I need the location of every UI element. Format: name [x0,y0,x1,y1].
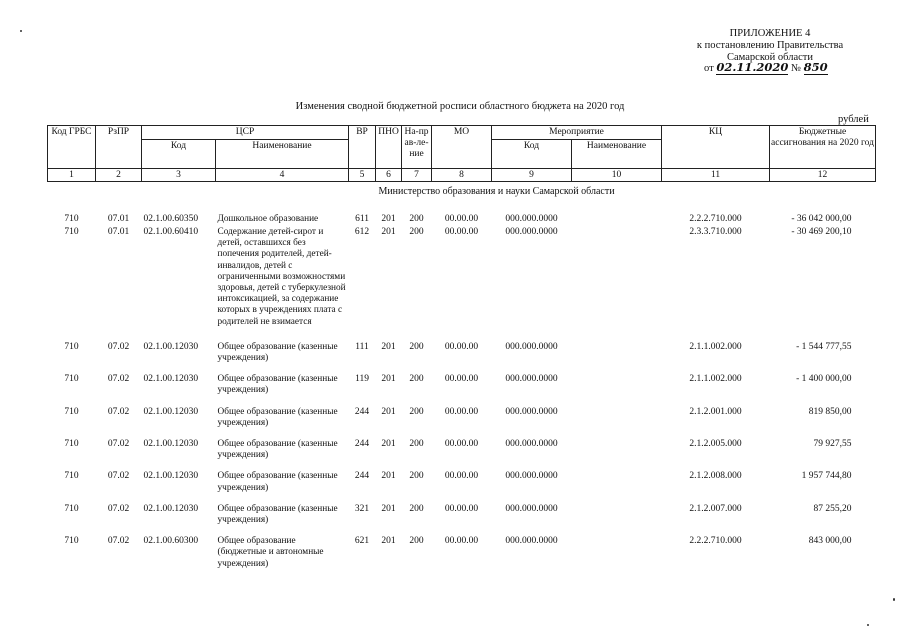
cell-event-name [572,366,662,398]
cell-pno: 201 [381,536,396,547]
cell-event-name [572,431,662,463]
cell-kod-grbs: 710 [64,439,79,450]
cell-vr: 321 [354,503,370,514]
cell-csr-kod: 02.1.00.12030 [143,406,199,417]
header-budget: Бюджетные ассигнования на 2020 год [770,126,876,169]
header-rzpr: РзПР [96,126,142,169]
cell-kc: 2.1.1.002.000 [689,374,742,385]
table-row [48,399,876,431]
table-row [48,366,876,398]
cell-amount: 843 000,00 [808,536,852,547]
cell-napravlenie: 200 [409,227,424,237]
cell-csr-name: Общее образование (казенные учреждения) [217,503,338,526]
cell-vr: 621 [354,536,370,547]
cell-amount: - 1 400 000,00 [796,374,852,385]
col-number: 4 [216,169,349,182]
cell-napravlenie: 200 [409,471,424,482]
cell-rzpr: 07.02 [107,341,130,352]
table-row [48,227,876,334]
table-row [48,496,876,528]
header-csr-kod: Код [142,140,216,169]
cell-napravlenie: 200 [409,503,424,514]
header-napravlenie: На-прав-ле-ние [402,126,432,169]
cell-pno: 201 [381,374,396,385]
cell-kod-grbs: 710 [64,374,79,385]
cell-event-name [572,528,662,572]
appendix-header [650,28,890,64]
cell-csr-name: Дошкольное образование [217,213,319,224]
col-number: 2 [96,169,142,182]
header-kod-grbs: Код ГРБС [48,126,96,169]
document-title: Изменения сводной бюджетной росписи областного бюджета на 2020 год [295,101,625,112]
cell-rzpr: 07.02 [107,471,130,482]
cell-mo: 00.00.00 [444,213,479,224]
cell-napravlenie: 200 [409,213,424,224]
cell-kc: 2.1.2.007.000 [689,503,742,514]
table-row [48,431,876,463]
cell-kc: 2.1.2.001.000 [689,406,742,417]
cell-amount: - 36 042 000,00 [791,213,852,224]
cell-kod-grbs: 710 [64,406,79,417]
cell-pno: 201 [381,471,396,482]
cell-csr-kod: 02.1.00.12030 [143,471,199,482]
cell-pno: 201 [381,503,396,514]
cell-mo: 00.00.00 [444,439,479,450]
cell-vr: 612 [354,227,370,237]
col-number: 6 [376,169,402,182]
cell-kod-grbs: 710 [64,213,79,224]
cell-mo: 00.00.00 [444,503,479,514]
cell-vr: 111 [355,341,369,352]
cell-kod-grbs: 710 [64,503,79,514]
cell-csr-name: Общее образование (казенные учреждения) [217,374,338,396]
cell-napravlenie: 200 [409,341,424,352]
cell-napravlenie: 200 [409,439,424,450]
cell-csr-name: Общее образование (казенные учреждения) [217,406,338,428]
cell-mo: 00.00.00 [444,406,479,417]
cell-amount: - 1 544 777,55 [796,341,852,352]
col-number: 1 [48,169,96,182]
cell-kc: 2.1.2.008.000 [689,471,742,482]
cell-kod-grbs: 710 [64,227,79,237]
cell-event-name [572,227,662,334]
cell-event-kod: 000.000.0000 [505,213,558,224]
cell-rzpr: 07.02 [107,439,130,450]
cell-event-kod: 000.000.0000 [505,471,558,482]
cell-event-kod: 000.000.0000 [505,503,558,514]
cell-pno: 201 [381,341,396,352]
cell-kc: 2.2.2.710.000 [689,213,742,224]
cell-event-name [572,496,662,528]
col-number: 12 [770,169,876,182]
cell-amount: 1 957 744,80 [801,471,852,482]
cell-rzpr: 07.02 [107,536,130,547]
header-vr: ВР [349,126,376,169]
cell-mo: 00.00.00 [444,536,479,547]
cell-event-name [572,212,662,228]
cell-csr-name: Общее образование (казенные учреждения) [217,341,338,364]
cell-event-kod: 000.000.0000 [505,374,558,385]
cell-amount: - 30 469 200,10 [791,227,852,237]
col-number: 10 [572,169,662,182]
cell-pno: 201 [381,227,396,237]
cell-rzpr: 07.02 [107,374,130,385]
table-row [48,334,876,366]
cell-napravlenie: 200 [409,536,424,547]
cell-csr-kod: 02.1.00.60410 [143,227,199,237]
cell-vr: 244 [354,471,370,482]
header-event-name: Наименование [572,140,662,169]
cell-mo: 00.00.00 [444,374,479,385]
sign-date: 02.11.2020 [716,60,789,74]
col-number: 7 [402,169,432,182]
cell-csr-name: Общее образование (казенные учреждения) [217,439,338,461]
cell-mo: 00.00.00 [444,341,479,352]
cell-pno: 201 [381,439,396,450]
sign-number-label: № [790,63,802,74]
cell-napravlenie: 200 [409,374,424,385]
cell-vr: 244 [354,406,370,417]
table-row [48,212,876,228]
cell-kod-grbs: 710 [64,471,79,482]
cell-csr-kod: 02.1.00.12030 [143,503,199,514]
header-mo: МО [432,126,492,169]
table-row [48,528,876,572]
ministry-name: Министерство образования и науки Самарской области [378,186,615,197]
cell-pno: 201 [381,406,396,417]
cell-kod-grbs: 710 [64,536,79,547]
budget-table [47,125,876,572]
cell-mo: 00.00.00 [444,471,479,482]
scan-speck [867,624,869,626]
cell-csr-name: Общее образование (бюджетные и автономные учреждения) [217,536,324,569]
header-csr-name: Наименование [216,140,349,169]
cell-kc: 2.1.1.002.000 [689,341,742,352]
table-row [48,463,876,495]
unit-label: рублей [838,114,869,125]
appendix-number: ПРИЛОЖЕНИЕ 4 [729,28,811,39]
cell-kc: 2.2.2.710.000 [689,536,742,547]
cell-event-kod: 000.000.0000 [505,341,558,352]
col-number: 3 [142,169,216,182]
cell-csr-kod: 02.1.00.60300 [143,536,199,547]
cell-amount: 819 850,00 [808,406,852,417]
header-event-kod: Код [492,140,572,169]
cell-csr-kod: 02.1.00.12030 [143,439,199,450]
decree-signature-line [704,60,828,74]
sign-from-label: от [704,63,714,74]
cell-kc: 2.1.2.005.000 [689,439,742,450]
col-number: 8 [432,169,492,182]
table-header [48,126,876,182]
column-number-row [48,169,876,182]
ministry-row [48,182,876,212]
cell-vr: 244 [354,439,370,450]
cell-amount: 87 255,20 [813,503,852,514]
col-number: 11 [662,169,770,182]
cell-rzpr: 07.02 [107,503,130,514]
cell-vr: 611 [355,213,369,224]
table-body [48,182,876,572]
cell-csr-kod: 02.1.00.12030 [143,341,199,352]
appendix-region: Самарской области [727,52,813,63]
col-number: 9 [492,169,572,182]
cell-rzpr: 07.02 [107,406,130,417]
scan-speck [20,30,22,32]
cell-event-kod: 000.000.0000 [505,536,558,547]
cell-kc: 2.3.3.710.000 [689,227,742,237]
cell-kod-grbs: 710 [64,341,79,352]
header-csr: ЦСР [142,126,349,140]
cell-vr: 119 [355,374,369,385]
cell-napravlenie: 200 [409,406,424,417]
cell-csr-kod: 02.1.00.12030 [143,374,199,385]
header-kc: КЦ [662,126,770,169]
sign-number: 850 [803,60,828,74]
cell-rzpr: 07.01 [107,227,130,237]
cell-event-kod: 000.000.0000 [505,439,558,450]
header-pno: ПНО [376,126,402,169]
cell-event-name [572,399,662,431]
cell-mo: 00.00.00 [444,227,479,237]
cell-rzpr: 07.01 [107,213,130,224]
cell-csr-name: Общее образование (казенные учреждения) [217,471,338,493]
cell-pno: 201 [381,213,396,224]
cell-amount: 79 927,55 [813,439,852,450]
cell-event-name [572,463,662,495]
cell-event-kod: 000.000.0000 [505,406,558,417]
cell-csr-kod: 02.1.00.60350 [143,213,199,224]
cell-event-name [572,334,662,366]
cell-event-kod: 000.000.0000 [505,227,558,237]
scan-speck [893,598,895,601]
header-event: Мероприятие [492,126,662,140]
col-number: 5 [349,169,376,182]
cell-csr-name: Содержание детей-сирот и детей, оставшихся без попечения родителей, детей-инвалидов, детей с ограниченными возможностями здоровья, детей с туберкулезной интоксикацией, за содержание которых в учреждениях плата с родителей не взимается [217,227,346,327]
appendix-decree: к постановлению Правительства [696,40,844,51]
